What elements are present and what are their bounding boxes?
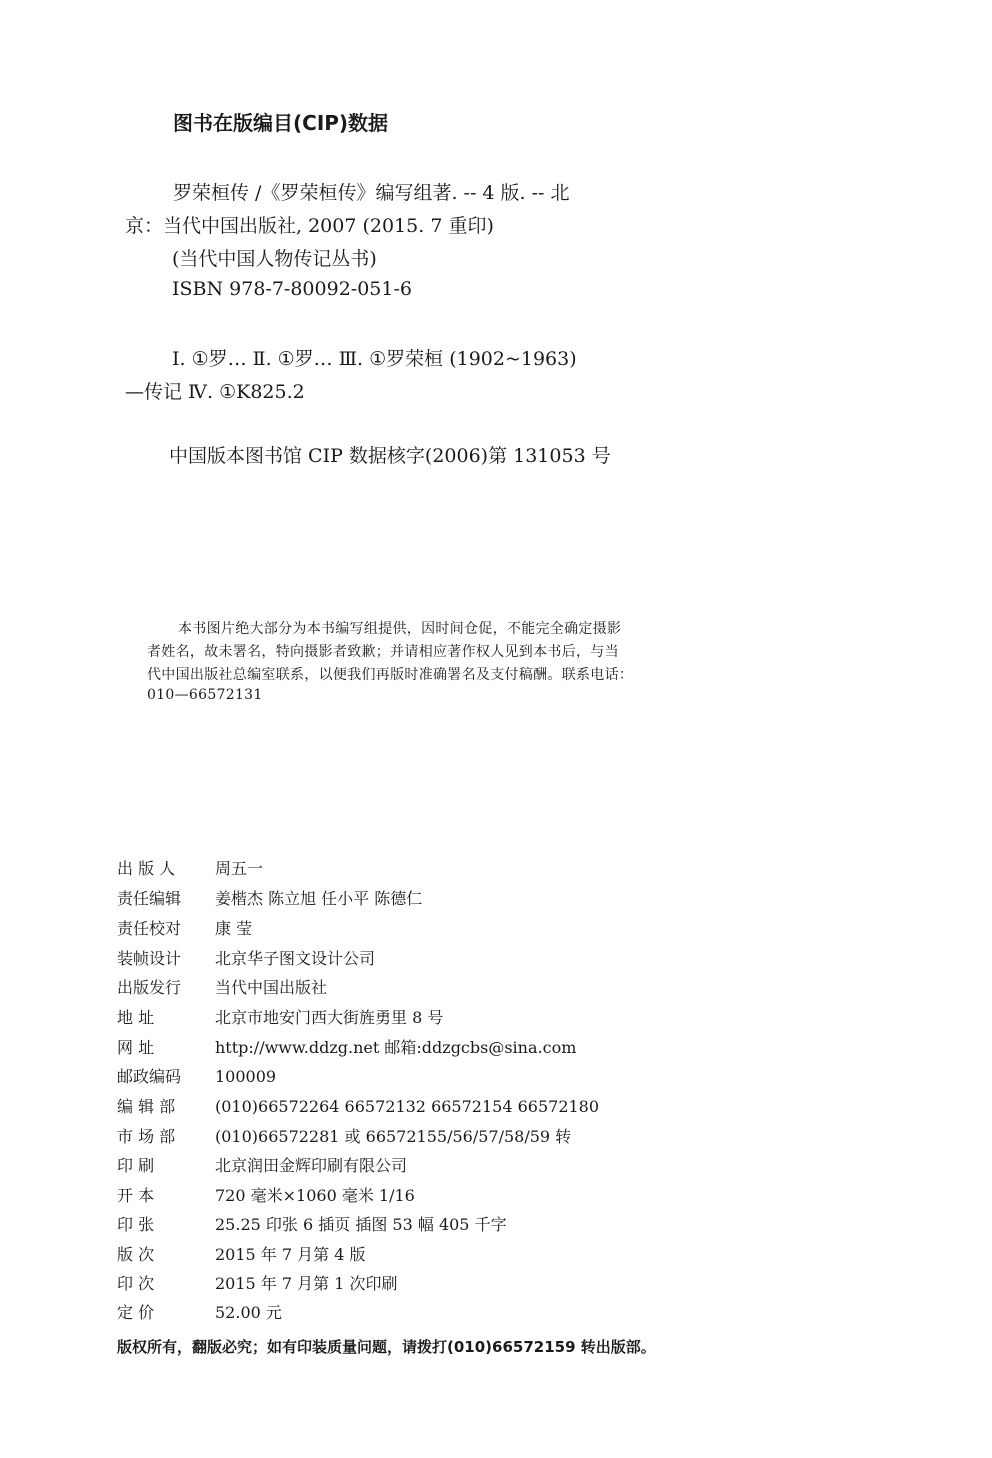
credit-label: 开 本: [117, 1186, 155, 1205]
credit-label: 邮政编码: [117, 1067, 182, 1086]
credit-row-format: [117, 1183, 415, 1206]
credit-row-sheets: [117, 1212, 507, 1235]
credit-label: 编 辑 部: [117, 1097, 176, 1116]
credit-row-edition: [117, 1242, 366, 1265]
credit-value: 北京市地安门西大街旌勇里 8 号: [215, 1008, 444, 1027]
credit-value: 2015 年 7 月第 4 版: [215, 1245, 366, 1264]
credit-row-printing: [117, 1271, 398, 1294]
credit-row-website: [117, 1035, 576, 1058]
classification-line-2: —传记 Ⅳ. ①K825.2: [125, 381, 305, 403]
credit-label: 市 场 部: [117, 1127, 176, 1146]
credit-label: 出 版 人: [117, 859, 176, 878]
credit-row-postcode: [117, 1064, 276, 1087]
credit-value: 25.25 印张 6 插页 插图 53 幅 405 千字: [215, 1215, 507, 1234]
photo-notice-line-1: 本书图片绝大部分为本书编写组提供，因时间仓促，不能完全确定摄影: [178, 621, 622, 637]
cip-heading: 图书在版编目(CIP)数据: [173, 111, 389, 135]
credit-row-price: [117, 1300, 282, 1323]
credit-row-distribution: [117, 975, 327, 998]
credit-label: 出版发行: [117, 978, 182, 997]
credit-value: 北京润田金辉印刷有限公司: [215, 1156, 408, 1175]
credit-value: 姜楷杰 陈立旭 任小平 陈德仁: [215, 889, 423, 908]
cip-publisher-line: 京：当代中国出版社, 2007 (2015. 7 重印): [125, 215, 494, 237]
credit-label: 印 张: [117, 1215, 155, 1234]
photo-notice-line-3: 代中国出版社总编室联系，以便我们再版时准确署名及支付稿酬。联系电话：: [147, 667, 634, 683]
credit-row-printer: [117, 1153, 407, 1176]
credit-value: 52.00 元: [215, 1303, 282, 1322]
photo-notice-line-2: 者姓名，故未署名，特向摄影者致歉；并请相应著作权人见到本书后，与当: [147, 644, 619, 660]
credit-label: 版 次: [117, 1245, 155, 1264]
credit-label: 印 次: [117, 1274, 155, 1293]
credit-label: 定 价: [117, 1303, 155, 1322]
credit-value: 100009: [215, 1067, 277, 1086]
credit-value: 北京华子图文设计公司: [215, 949, 376, 968]
credit-row-publisher: [117, 856, 263, 879]
credit-value: (010)66572281 或 66572155/56/57/58/59 转: [215, 1127, 572, 1146]
cip-series-line: (当代中国人物传记丛书): [172, 248, 377, 270]
credit-label: 网 址: [117, 1038, 155, 1057]
credit-value: 当代中国出版社: [215, 978, 328, 997]
credit-row-marketing: [117, 1124, 571, 1147]
copyright-footer: 版权所有，翻版必究；如有印装质量问题，请拨打(010)66572159 转出版部。: [117, 1338, 656, 1356]
credit-label: 责任校对: [117, 919, 182, 938]
credit-value: 康 莹: [215, 919, 253, 938]
cip-number: 中国版本图书馆 CIP 数据核字(2006)第 131053 号: [169, 445, 611, 467]
credit-row-editors: [117, 886, 422, 909]
cip-isbn-line: ISBN 978-7-80092-051-6: [172, 278, 412, 300]
credit-row-editorial: [117, 1094, 599, 1117]
credit-row-design: [117, 946, 375, 969]
credit-label: 责任编辑: [117, 889, 182, 908]
credit-label: 装帧设计: [117, 949, 182, 968]
credit-label: 印 刷: [117, 1156, 155, 1175]
credit-row-proofreader: [117, 916, 252, 939]
credit-value: 2015 年 7 月第 1 次印刷: [215, 1274, 398, 1293]
credit-value: http://www.ddzg.net 邮箱:ddzgcbs@sina.com: [215, 1038, 577, 1057]
cip-title-line: 罗荣桓传 /《罗荣桓传》编写组著. -- 4 版. -- 北: [173, 182, 570, 204]
credit-value: 720 毫米×1060 毫米 1/16: [215, 1186, 415, 1205]
credit-row-address: [117, 1005, 443, 1028]
credit-value: (010)66572264 66572132 66572154 66572180: [215, 1097, 600, 1116]
classification-line-1: Ⅰ. ①罗… Ⅱ. ①罗… Ⅲ. ①罗荣桓 (1902~1963): [172, 348, 577, 370]
credit-label: 地 址: [117, 1008, 155, 1027]
credit-value: 周五一: [215, 859, 264, 878]
photo-notice-phone: 010—66572131: [147, 687, 263, 703]
